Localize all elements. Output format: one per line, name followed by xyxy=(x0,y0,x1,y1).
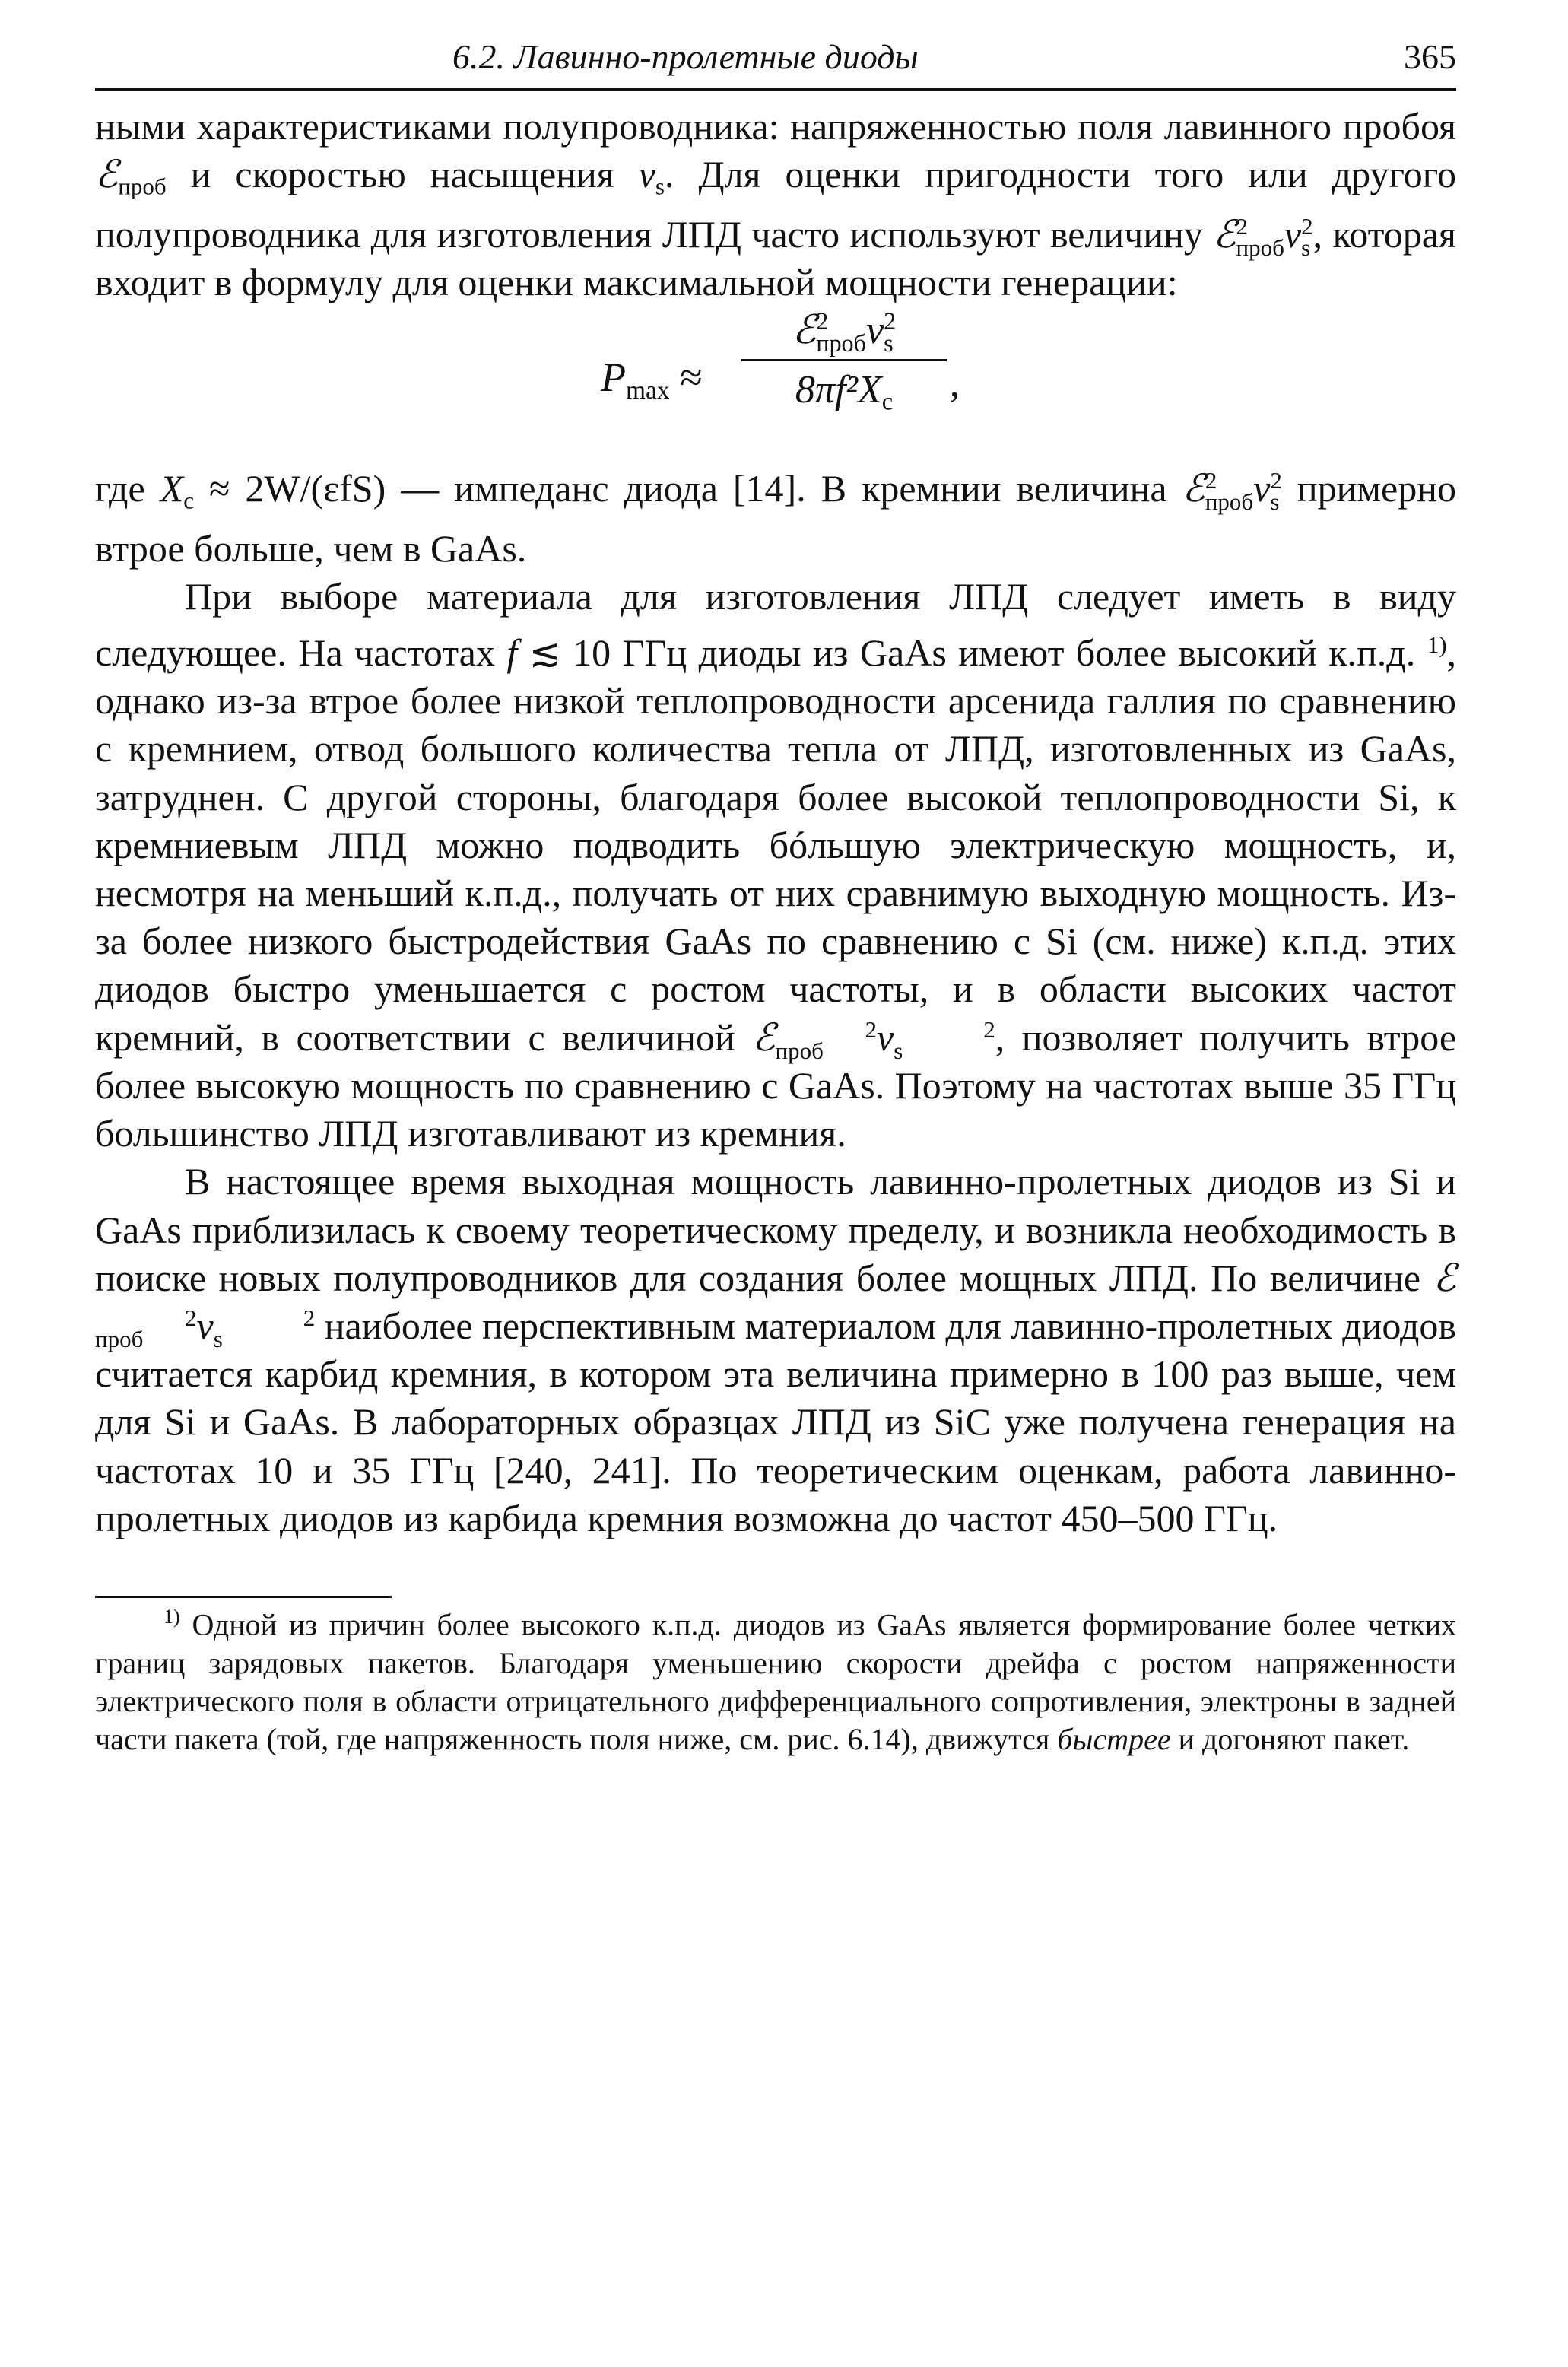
formula-numerator xyxy=(741,307,947,361)
p4-text-1: В настоящее время выходная мощность лавинно-пролетных диодов из Si и GaAs приблизилась к своему теоретическому пределу, и возникла необходимость в поиске новых полупроводников для создания более мощных ЛПД. По величине xyxy=(95,1160,1456,1299)
p2-symbol-X: X xyxy=(160,467,184,510)
p1-supsub-2 xyxy=(1301,212,1313,261)
formula-P: P xyxy=(601,354,626,401)
formula-pmax xyxy=(95,307,1456,465)
p1-sup-2b: 2 xyxy=(1301,212,1313,240)
formula-lhs xyxy=(601,354,703,415)
p4-symbol-E: ℰ xyxy=(1433,1256,1456,1299)
p1-subscript-s: s xyxy=(655,173,665,200)
p3-text-4: , позволяет получить втрое более высокую мощность по сравнению с GaAs. Поэтому на частотах выше 35 ГГц большинство ЛПД изготавливают из кремния. xyxy=(95,1015,1457,1155)
p1-text-2: и скоростью насыщения xyxy=(166,153,639,196)
p1-subscript-prob: проб xyxy=(118,173,167,200)
formula-num-E: ℰ xyxy=(792,309,817,353)
formula-max: max xyxy=(626,376,670,405)
p3-symbol-v: v xyxy=(877,1015,894,1059)
formula-num-vsup: 2 xyxy=(884,307,897,335)
p1-text-3: . Для оценки пригодности того или другого полупроводника для изготовления ЛПД часто используют величину xyxy=(95,153,1456,256)
formula-num-supsub xyxy=(816,307,867,357)
formula-num-sub: проб xyxy=(816,329,867,357)
p1-text-1: ными характеристиками полупроводника: напряженностью поля лавинного пробоя xyxy=(95,105,1456,148)
paragraph-2 xyxy=(95,465,1456,573)
p2-sub-s: s xyxy=(1270,488,1280,515)
p1-supsub-1 xyxy=(1236,212,1284,261)
p4-supsub-2 xyxy=(213,1304,316,1352)
p2-sup-b: 2 xyxy=(1270,467,1282,494)
formula-num-v: v xyxy=(866,309,884,353)
p2-text-1: где xyxy=(95,467,160,510)
p4-supsub-1 xyxy=(95,1304,197,1352)
p4-sup: 2 xyxy=(185,1304,197,1331)
p3-sub-s: s xyxy=(894,1037,903,1064)
running-head-title: 6.2. Лавинно-пролетные диоды xyxy=(452,37,919,76)
formula-num-sup: 2 xyxy=(816,307,829,335)
p2-symbol-v: v xyxy=(1253,467,1271,510)
formula-num-vsupsub xyxy=(884,307,897,357)
p1-symbol-v2: v xyxy=(1284,212,1302,256)
footnote-mark: 1) xyxy=(163,1605,180,1628)
p2-sup: 2 xyxy=(1205,467,1217,494)
p2-symbol-E: ℰ xyxy=(1182,467,1205,510)
formula-den-text: 8πf²X xyxy=(795,368,882,412)
formula-den-sub: c xyxy=(881,388,894,416)
p1-symbol-E: ℰ xyxy=(95,153,119,196)
p4-sub-prob: проб xyxy=(95,1325,144,1352)
p3-sub-prob: проб xyxy=(775,1037,824,1064)
p2-subscript-c: c xyxy=(183,487,194,514)
formula-num-vsub: s xyxy=(884,329,894,357)
footnote-text-1: Одной из причин более высокого к.п.д. диодов из GaAs является формирование более четких границ зарядовых пакетов. Благодаря уменьшению скорости дрейфа с ростом напряженности электрического поля в области отрицательного дифференциального сопротивления, электроны в задней части пакета (той, где напряженность поля ниже, см. рис. 6.14), движутся xyxy=(95,1607,1456,1756)
p4-sub-s: s xyxy=(213,1325,223,1352)
p4-text-2: наиболее перспективным материалом для лавинно-пролетных диодов считается карбид кремния, в котором эта величина примерно в 100 раз выше, чем для Si и GaAs. В лабораторных образцах ЛПД из SiC уже получена генерация на частотах 10 и 35 ГГц [240, 241]. По теоретическим оценкам, работа лавинно-пролетных диодов из карбида кремния возможна до частот 450–500 ГГц. xyxy=(95,1304,1456,1539)
p2-sub-prob: проб xyxy=(1205,488,1254,515)
p3-sup: 2 xyxy=(865,1015,878,1043)
p3-supsub-1 xyxy=(775,1015,878,1064)
formula-approx: ≈ xyxy=(669,354,703,401)
p2-supsub-2 xyxy=(1270,467,1282,515)
p3-sup-b: 2 xyxy=(983,1015,995,1043)
footnote-emphasis: быстрее xyxy=(1057,1721,1171,1756)
footnote-reference[interactable]: 1) xyxy=(1427,631,1447,659)
p3-text-2: ≲ 10 ГГц диоды из GaAs имеют более высокий к.п.д. xyxy=(517,631,1427,675)
formula-denominator xyxy=(741,361,947,426)
footnote xyxy=(95,1598,1456,1759)
paragraph-1 xyxy=(95,103,1456,307)
p2-text-3: примерно втрое больше, чем в GaAs. xyxy=(95,467,1456,570)
running-head xyxy=(95,30,1456,91)
formula-comma: , xyxy=(950,362,960,406)
p1-symbol-E2: ℰ xyxy=(1213,212,1236,256)
p3-supsub-2 xyxy=(894,1015,995,1064)
p4-symbol-v: v xyxy=(196,1304,214,1347)
p1-text-4: , которая входит в формулу для оценки максимальной мощности генерации: xyxy=(95,212,1456,303)
formula-fraction xyxy=(741,307,947,426)
p1-sub-prob-2: проб xyxy=(1236,234,1284,261)
paragraph-3 xyxy=(95,573,1456,1158)
p3-symbol-f: f xyxy=(506,631,518,675)
p3-text-3: , однако из-за втрое более низкой теплопроводности арсенида галлия по сравнению с кремнием, отвод большого количества тепла от ЛПД, изготовленных из GaAs, затруднен. С другой стороны, благодаря более высокой теплопроводности Si, к кремниевым ЛПД можно подводить бóльшую электрическую мощность, и, несмотря на меньший к.п.д., получать от них сравнимую выходную мощность. Из-за более низкого быстродействия GaAs по сравнению с Si (см. ниже) к.п.д. этих диодов быстро уменьшается с ростом частоты, и в области высоких частот кремний, в соответствии с величиной xyxy=(95,631,1457,1059)
p2-supsub-1 xyxy=(1205,467,1254,515)
page xyxy=(95,30,1456,1759)
main-text xyxy=(95,103,1456,1759)
footnote-text-2: и догоняют пакет. xyxy=(1170,1721,1410,1756)
p3-text-1: При выборе материала для изготовления ЛПД следует иметь в виду следующее. На частотах xyxy=(95,574,1456,675)
page-number: 365 xyxy=(1404,37,1456,76)
p2-text-2: ≈ 2W/(εfS) — импеданс диода [14]. В кремнии величина xyxy=(193,467,1182,510)
p1-symbol-v: v xyxy=(638,153,655,196)
p4-sup-b: 2 xyxy=(303,1304,316,1331)
p3-symbol-E: ℰ xyxy=(752,1015,776,1059)
paragraph-4 xyxy=(95,1158,1456,1543)
p1-sub-s-2: s xyxy=(1301,234,1311,261)
p1-sup-2: 2 xyxy=(1236,212,1249,240)
